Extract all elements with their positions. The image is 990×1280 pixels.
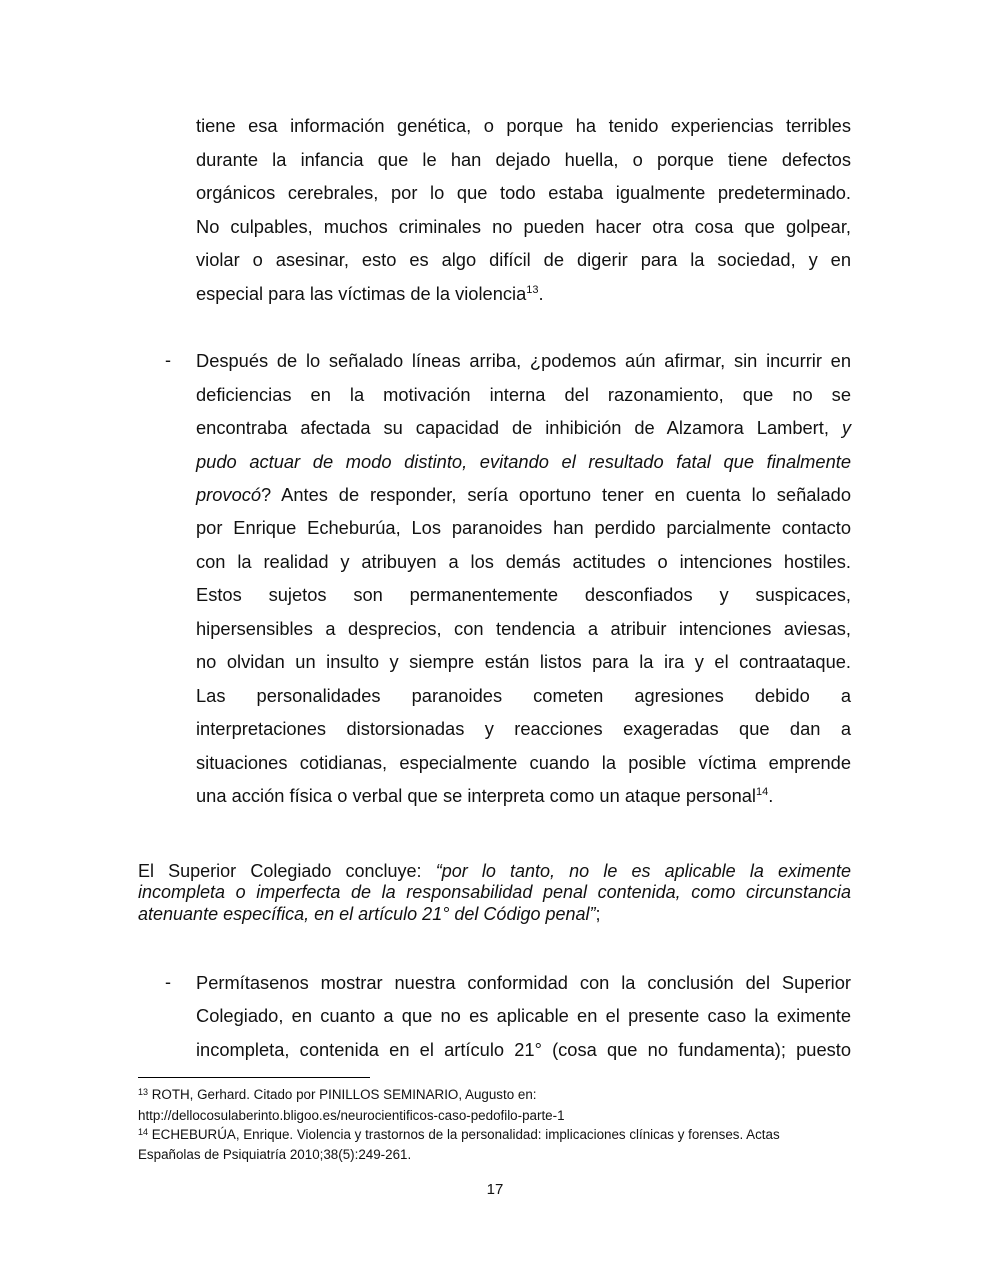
text-line — [138, 903, 851, 925]
footnote-13 — [138, 1085, 537, 1105]
text-line: situaciones cotidianas, especialmente cuando la posible víctima emprende — [196, 752, 851, 773]
punctuation: . — [538, 283, 544, 304]
text-line: Después de lo señalado líneas arriba, ¿podemos aún afirmar, sin incurrir en — [196, 350, 851, 371]
text-line: hipersensibles a desprecios, con tendencia a atribuir intenciones aviesas, — [196, 618, 851, 639]
text-line: no olvidan un insulto y siempre están listos para la ira y el contraataque. — [196, 651, 851, 672]
text-line: Permítasenos mostrar nuestra conformidad con la conclusión del Superior — [196, 972, 851, 993]
bullet-dash: - — [165, 972, 171, 992]
text-line: incompleta, contenida en el artículo 21° (cosa que no fundamenta); puesto — [196, 1039, 851, 1060]
text-line: No culpables, muchos criminales no pueden hacer otra cosa que golpear, — [196, 216, 851, 237]
text-line — [138, 860, 851, 882]
text-line: tiene esa información genética, o porque ha tenido experiencias terribles — [196, 115, 851, 136]
italic-run: y — [841, 417, 851, 438]
text-run: especial para las víctimas de la violencia — [196, 283, 527, 304]
text-line: con la realidad y atribuyen a los demás actitudes o intenciones hostiles. — [196, 551, 851, 572]
page-number: 17 — [486, 1181, 504, 1198]
text-run: encontraba afectada su capacidad de inhibición de Alzamora Lambert, — [196, 417, 829, 438]
footnote-13-url[interactable]: http://dellocosulaberinto.bligoo.es/neurocientificos-caso-pedofilo-parte-1 — [138, 1108, 565, 1123]
quoted-text: “por lo tanto, no le es aplicable la eximente — [435, 861, 851, 881]
footnote-number: 14 — [138, 1127, 149, 1137]
text-line: durante la infancia que le han dejado huella, o porque tiene defectos — [196, 149, 851, 170]
footnote-14-cont: Españolas de Psiquiatría 2010;38(5):249-261. — [138, 1147, 412, 1162]
text-line — [196, 484, 851, 506]
text-run: ? Antes de responder, sería oportuno tener en cuenta lo señalado — [261, 484, 851, 505]
text-line: interpretaciones distorsionadas y reacciones exageradas que dan a — [196, 718, 851, 739]
footnote-ref-13[interactable]: 13 — [526, 284, 539, 296]
text-line: por Enrique Echeburúa, Los paranoides han perdido parcialmente contacto — [196, 517, 851, 538]
text-line: Las personalidades paranoides cometen agresiones debido a — [196, 685, 851, 706]
footnote-ref-14[interactable]: 14 — [755, 786, 769, 798]
text-line — [196, 417, 851, 439]
footnote-text: ECHEBURÚA, Enrique. Violencia y trastornos de la personalidad: implicaciones clínicas y forenses. Actas — [148, 1127, 780, 1142]
text-run: El Superior Colegiado concluye: — [138, 861, 436, 881]
quoted-text: atenuante específica, en el artículo 21° del Código penal” — [138, 904, 596, 924]
footnote-text: ROTH, Gerhard. Citado por PINILLOS SEMINARIO, Augusto en: — [148, 1087, 537, 1102]
text-line — [196, 283, 851, 305]
text-line: Colegiado, en cuanto a que no es aplicable en el presente caso la eximente — [196, 1005, 851, 1026]
footnote-separator — [138, 1077, 370, 1078]
footnote-number: 13 — [138, 1087, 149, 1097]
quoted-text-line: incompleta o imperfecta de la responsabilidad penal contenida, como circunstancia — [138, 882, 851, 902]
italic-run: provocó — [196, 484, 262, 505]
punctuation: ; — [595, 904, 601, 924]
bullet-dash: - — [165, 350, 171, 370]
text-line — [196, 785, 851, 807]
text-line: orgánicos cerebrales, por lo que todo estaba igualmente predeterminado. — [196, 182, 851, 203]
italic-line: pudo actuar de modo distinto, evitando el resultado fatal que finalmente — [196, 451, 851, 472]
text-line: deficiencias en la motivación interna del razonamiento, que no se — [196, 384, 851, 405]
text-run: una acción física o verbal que se interpreta como un ataque personal — [196, 785, 756, 806]
footnote-14 — [138, 1125, 780, 1145]
text-line: Estos sujetos son permanentemente desconfiados y suspicaces, — [196, 584, 851, 605]
text-line: violar o asesinar, esto es algo difícil de digerir para la sociedad, y en — [196, 249, 851, 270]
punctuation: . — [768, 785, 774, 806]
